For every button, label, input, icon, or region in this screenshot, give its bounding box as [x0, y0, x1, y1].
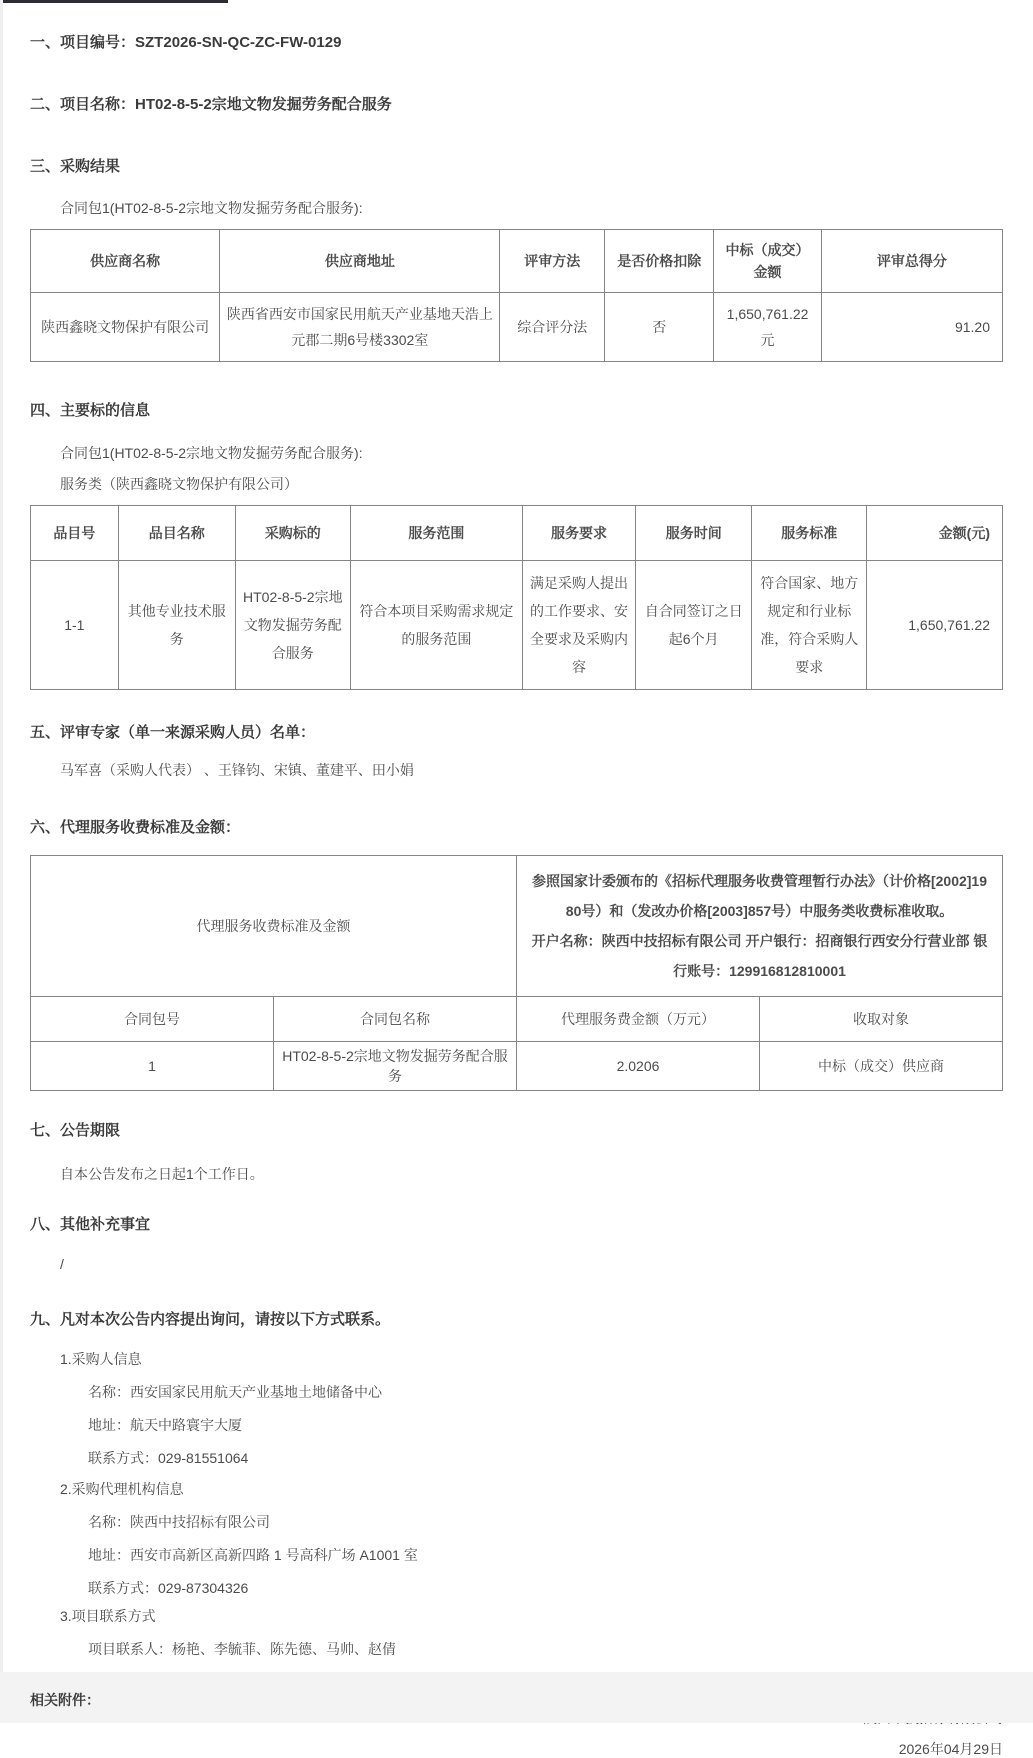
result-cell-review-method: 综合评分法: [500, 293, 605, 362]
subject-cell-service-requirement: 满足采购人提出的工作要求、安全要求及采购内容: [523, 561, 636, 690]
agency-cell-package-no: 1: [31, 1042, 274, 1091]
signoff-date: 2026年04月29日: [898, 1741, 1003, 1757]
project-contact-persons: 项目联系人：杨艳、李毓菲、陈先德、马帅、赵倩: [88, 1641, 396, 1657]
subject-table: [30, 505, 1003, 690]
agency-fee-header-row: [31, 997, 1003, 1042]
agency-fee-standard-text: [517, 856, 1003, 997]
subject-header-amount: 金额(元): [867, 506, 1003, 561]
agency-cell-fee-amount: 2.0206: [517, 1042, 760, 1091]
agency-header-fee-payer: 收取对象: [760, 997, 1003, 1042]
section-experts-heading: 五、评审专家（单一来源采购人员）名单：: [30, 724, 316, 741]
section-agency-fee-heading: 六、代理服务收费标准及金额：: [30, 819, 241, 836]
related-attachments-label: 相关附件：: [30, 1692, 100, 1708]
project-number-value: SZT2026-SN-QC-ZC-FW-0129: [135, 34, 342, 51]
subject-table-row: [31, 561, 1003, 690]
subject-cell-service-scope: 符合本项目采购需求规定的服务范围: [350, 561, 522, 690]
section-other-matters-heading: 八、其他补充事宜: [30, 1216, 151, 1233]
section-notice-period-heading: 七、公告期限: [30, 1122, 121, 1139]
subject-cell-amount: 1,650,761.22: [867, 561, 1003, 690]
subject-cell-service-standard: 符合国家、地方规定和行业标准，符合采购人要求: [752, 561, 867, 690]
agency-cell-fee-payer: 中标（成交）供应商: [760, 1042, 1003, 1091]
subject-cell-item-no: 1-1: [31, 561, 119, 690]
subject-cell-service-time: 自合同签订之日起6个月: [635, 561, 751, 690]
purchaser-name: 名称：西安国家民用航天产业基地土地储备中心: [88, 1384, 382, 1400]
result-cell-supplier-name: 陕西鑫晓文物保护有限公司: [31, 293, 220, 362]
agency-fee-table: [30, 855, 1003, 1091]
agency-fee-standard-label: 代理服务收费标准及金额: [31, 856, 517, 997]
notice-period-text: 自本公告发布之日起1个工作日。: [60, 1166, 264, 1182]
purchaser-phone: 联系方式：029-81551064: [88, 1450, 249, 1466]
agency-fee-data-row: [31, 1042, 1003, 1091]
subject-table-header-row: [31, 506, 1003, 561]
agency-phone: 联系方式：029-87304326: [88, 1580, 249, 1596]
result-package-line: 合同包1(HT02-8-5-2宗地文物发掘劳务配合服务):: [60, 200, 363, 216]
result-header-supplier-address: 供应商地址: [220, 230, 500, 293]
subject-header-procurement-target: 采购标的: [235, 506, 350, 561]
related-attachments-bar: [0, 1672, 1033, 1723]
experts-names: 马军喜（采购人代表） 、王锋钧、宋镇、董建平、田小娟: [60, 762, 414, 778]
purchaser-address: 地址：航天中路寰宇大厦: [88, 1417, 242, 1433]
section-project-number: [30, 34, 1003, 52]
other-matters-text: /: [60, 1256, 64, 1272]
result-cell-total-score: 91.20: [821, 293, 1002, 362]
project-name-label: 二、项目名称：: [30, 96, 136, 113]
subject-header-service-time: 服务时间: [635, 506, 751, 561]
result-header-price-deduction: 是否价格扣除: [605, 230, 714, 293]
project-name-value: HT02-8-5-2宗地文物发掘劳务配合服务: [135, 96, 392, 113]
result-header-award-amount: 中标（成交）金额: [714, 230, 821, 293]
agency-fee-bank-text: 开户名称：陕西中技招标有限公司 开户银行：招商银行西安分行营业部 银行账号：129916812810001: [531, 933, 988, 979]
project-number-label: 一、项目编号：: [30, 34, 136, 51]
agency-fee-desc-row: [31, 856, 1003, 997]
subject-header-item-no: 品目号: [31, 506, 119, 561]
agency-fee-rule-text: 参照国家计委颁布的《招标代理服务收费管理暂行办法》（计价格[2002]1980号）和（发改办价格[2003]857号）中服务类收费标准收取。: [531, 873, 988, 919]
subject-cell-item-name: 其他专业技术服务: [118, 561, 235, 690]
result-header-total-score: 评审总得分: [821, 230, 1002, 293]
purchaser-info-title: 1.采购人信息: [60, 1351, 142, 1367]
result-cell-price-deduction: 否: [605, 293, 714, 362]
top-bar-remnant: [0, 0, 228, 3]
project-contact-title: 3.项目联系方式: [60, 1608, 156, 1624]
agency-header-package-name: 合同包名称: [274, 997, 517, 1042]
subject-header-service-requirement: 服务要求: [523, 506, 636, 561]
subject-category-line: 服务类（陕西鑫晓文物保护有限公司）: [60, 476, 298, 492]
result-header-review-method: 评审方法: [500, 230, 605, 293]
agency-address: 地址：西安市高新区高新四路 1 号高科广场 A1001 室: [88, 1547, 418, 1563]
left-edge-strip: [0, 0, 3, 1723]
result-header-supplier-name: 供应商名称: [31, 230, 220, 293]
subject-header-service-scope: 服务范围: [350, 506, 522, 561]
agency-name: 名称：陕西中技招标有限公司: [88, 1514, 270, 1530]
result-table-header-row: [31, 230, 1003, 293]
agency-cell-package-name: HT02-8-5-2宗地文物发掘劳务配合服务: [274, 1042, 517, 1091]
subject-cell-procurement-target: HT02-8-5-2宗地文物发掘劳务配合服务: [235, 561, 350, 690]
result-cell-supplier-address: 陕西省西安市国家民用航天产业基地天浩上元郡二期6号楼3302室: [220, 293, 500, 362]
subject-header-service-standard: 服务标准: [752, 506, 867, 561]
section-subject-info-heading: 四、主要标的信息: [30, 402, 151, 419]
agency-header-fee-amount: 代理服务费金额（万元）: [517, 997, 760, 1042]
agency-info-title: 2.采购代理机构信息: [60, 1481, 184, 1497]
section-contact-heading: 九、凡对本次公告内容提出询问，请按以下方式联系。: [30, 1311, 391, 1328]
subject-package-line: 合同包1(HT02-8-5-2宗地文物发掘劳务配合服务):: [60, 445, 363, 461]
agency-header-package-no: 合同包号: [31, 997, 274, 1042]
section-project-name: [30, 96, 1003, 114]
section-procurement-result-heading: 三、采购结果: [30, 158, 121, 175]
result-table-row: [31, 293, 1003, 362]
result-table: [30, 229, 1003, 362]
subject-header-item-name: 品目名称: [118, 506, 235, 561]
result-cell-award-amount: 1,650,761.22元: [714, 293, 821, 362]
